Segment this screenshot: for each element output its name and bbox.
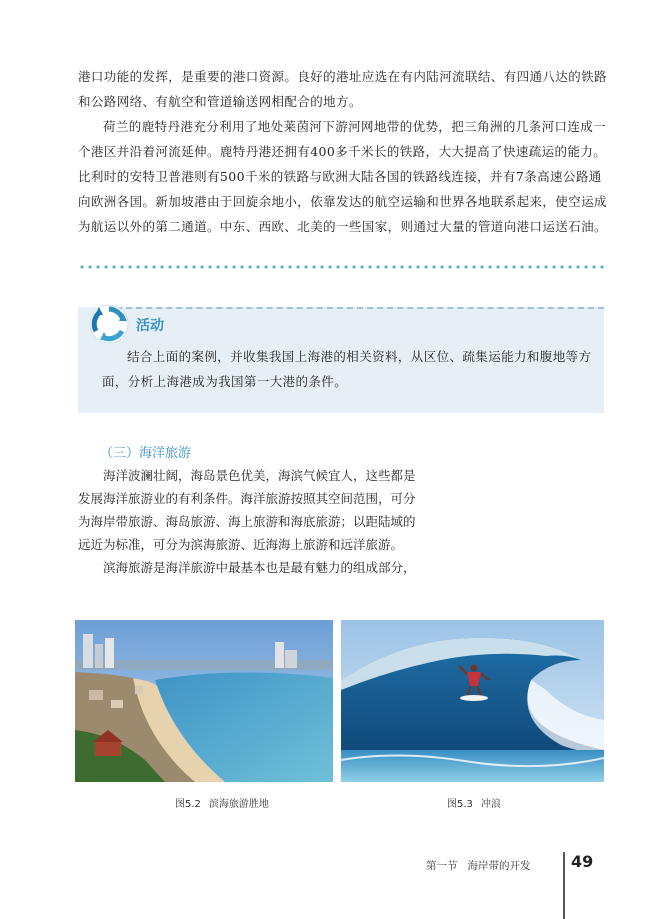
section-paragraph-2: 滨海旅游是海洋旅游中最基本也是最有魅力的组成部分， <box>103 560 416 575</box>
figure-caption-5-2 <box>175 795 269 810</box>
intro-text <box>78 64 608 239</box>
section-heading: （三）海洋旅游 <box>100 446 192 461</box>
activity-text: 结合上面的案例，并收集我国上海港的相关资料，从区位、疏集运能力和腹地等方面，分析上海港成为我国第一大港的条件。 <box>102 349 592 389</box>
section-paragraph-1: 海洋波澜壮阔，海岛景色优美，海滨气候宜人，这些都是发展海洋旅游业的有利条件。海洋旅游按照其空间范围，可分为海岸带旅游、海岛旅游、海上旅游和海底旅游；以距陆域的远近为标准，可分为滨海旅游、近海海上旅游和远洋旅游。 <box>78 468 416 552</box>
intro-paragraph-2: 荷兰的鹿特丹港充分利用了地处莱茵河下游河网地带的优势，把三角洲的几条河口连成一个港区并沿着河流延伸。鹿特丹港还拥有400多千米长的铁路，大大提高了快速疏运的能力。比利时的安特卫普港则有500千米的铁路与欧洲大陆各国的铁路线连接，并有7条高速公路通向欧洲各国。新加坡港由于回旋余地小，依靠发达的航空运输和世界各地联系起来，使空运成为航运以外的第二通道。中东、西欧、北美的一些国家，则通过大量的管道向港口运送石油。 <box>78 119 607 234</box>
footer-section-title: 海岸带的开发 <box>467 860 531 872</box>
figure-number: 图5.3 <box>447 799 473 810</box>
dotted-divider <box>78 265 604 269</box>
cycle-arrows-icon <box>88 303 130 345</box>
intro-paragraph-1: 港口功能的发挥，是重要的港口资源。良好的港址应选在有内陆河流联结、有四通八达的铁路和公路网络、有航空和管道输送网相配合的地方。 <box>78 69 607 109</box>
coastal-resort-photo <box>75 620 333 782</box>
surfing-photo <box>341 620 604 782</box>
page-number: 49 <box>571 852 594 871</box>
activity-title: 活动 <box>136 318 164 334</box>
figure-caption-text: 滨海旅游胜地 <box>208 799 269 810</box>
figure-caption-5-3 <box>447 795 501 810</box>
figure-number: 图5.2 <box>175 799 201 810</box>
activity-box <box>78 307 604 413</box>
footer-section-label: 第一节 <box>426 860 458 872</box>
section-text <box>78 464 426 579</box>
footer-section <box>426 858 531 873</box>
figure-caption-text: 冲浪 <box>480 799 501 810</box>
footer-divider <box>563 852 565 919</box>
